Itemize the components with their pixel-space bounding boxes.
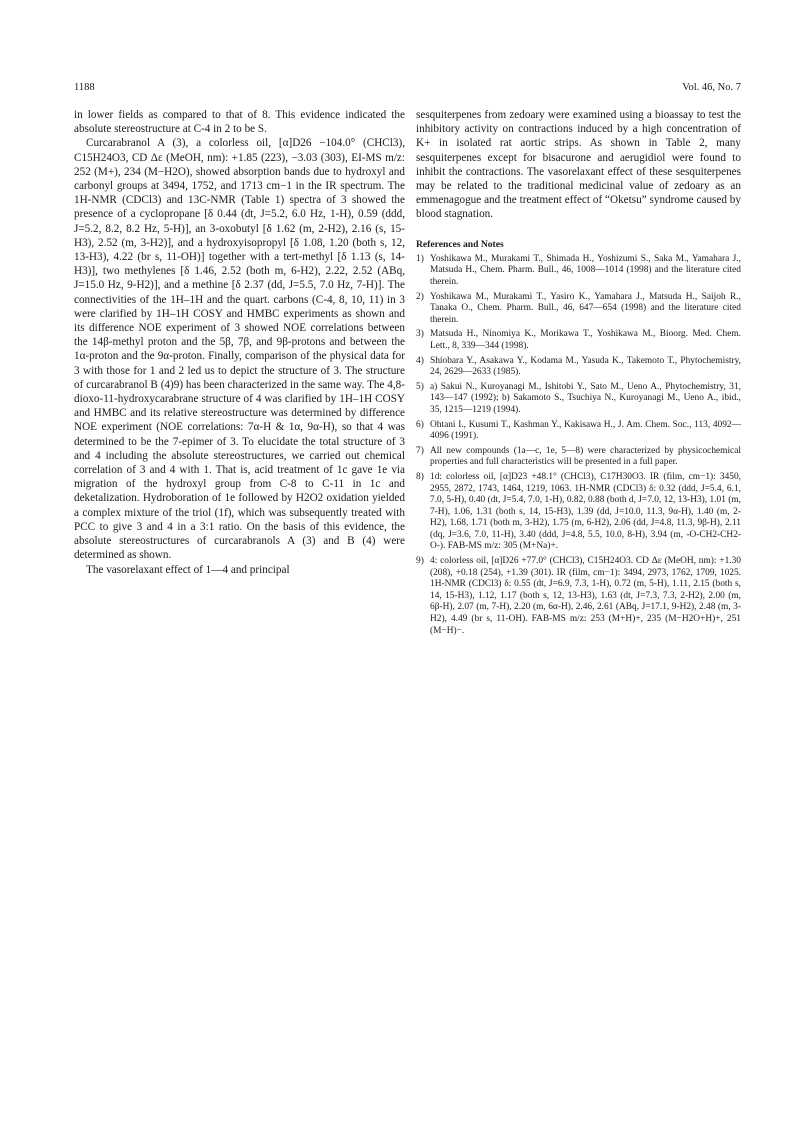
reference-number: 1) (416, 253, 424, 264)
references-heading: References and Notes (416, 238, 504, 250)
reference-text: Ohtani I., Kusumi T., Kashman Y., Kakisawa H., J. Am. Chem. Soc., 113, 4092—4096 (1991). (430, 419, 741, 442)
reference-item (416, 292, 741, 327)
reference-text: Yoshikawa M., Murakami T., Shimada H., Yoshizumi S., Saka M., Yamahara J., Matsuda H., Chem. Pharm. Bull., 46, 1008—1014 (1998) and the literature cited therein. (430, 253, 741, 288)
reference-text: a) Sakui N., Kuroyanagi M., Ishitobi Y., Sato M., Ueno A., Phytochemistry, 31, 143—147 (1992); b) Sakamoto S., Tsuchiya N., Kuroyanagi M., Ueno A., ibid., 35, 1215—1219 (1994). (430, 381, 741, 415)
left-column (74, 108, 405, 577)
reference-number: 4) (416, 355, 424, 366)
reference-number: 9) (416, 556, 424, 567)
references-list (416, 254, 741, 637)
reference-number: 7) (416, 445, 424, 456)
reference-item (416, 556, 741, 637)
reference-text: Shiobara Y., Asakawa Y., Kodama M., Yasuda K., Takemoto T., Phytochemistry, 24, 2629—2633 (1985). (430, 355, 741, 378)
page-number: 1188 (74, 82, 95, 93)
paragraph-vasorelaxant-start: The vasorelaxant effect of 1—4 and principal (86, 563, 290, 576)
reference-item (416, 329, 741, 352)
reference-text: 1d: colorless oil, [α]D23 +48.1° (CHCl3), C17H30O3. IR (film, cm−1): 3450, 2955, 2872, 1743, 1464, 1219, 1063. 1H-NMR (CDCl3) δ: 0.32 (ddd, J=5.4, 6.1, 7.0, 5-H), 0.40 (dt, J=5.4, 7.0, 1-H), 0.82, 0.88 (both d, J=7.0, 12, 13-H3), 1.01 (m, 7-H), 1.06, 1.31 (both s, 14, 15-H3), 1.39 (dd, J=10.0, 11.3, 9α-H), 1.40 (m, 2-H2), 1.68, 1.71 (both m, 3-H2), 1.75 (m, 6-H2), 2.06 (dd, J=4.8, 11.3, 9β-H), 2.11 (dq, J=3.6, 7.0, 11-H), 3.40 (ddd, J=4.8, 5.5, 10.0, 8-H), 3.94 (m, -O-CH2-CH2-O-). FAB-MS m/z: 305 (M+Na)+. (430, 471, 741, 552)
paragraph-vasorelaxant-cont: sesquiterpenes from zedoary were examined using a bioassay to test the inhibitory activity on contractions induced by a high concentration of K+ in isolated rat aortic strips. As shown in Table 2, many sesquiterpenes except for bisacurone and aerugidiol were found to inhibit the contractions. The vasorelaxant effect of these sesquiterpenes may be related to the traditional medicinal value of zedoary as an emmenagogue and the treatment effect of “Oketsu” syndrome caused by blood stagnation. (416, 109, 741, 221)
reference-text: All new compounds (1a—c, 1e, 5—8) were characterized by physicochemical properties and full characteristics will be presented in a full paper. (430, 445, 741, 468)
paragraph-curcarabranol: Curcarabranol A (3), a colorless oil, [α]D26 −104.0° (CHCl3), C15H24O3, CD Δε (MeOH, nm): +1.85 (223), −3.03 (303), EI-MS m/z: 252 (M+), 234 (M−H2O), showed absorption bands due to hydroxyl and carbonyl groups at 3494, 1752, and 1713 cm−1 in the IR spectrum. The 1H-NMR (CDCl3) and 13C-NMR (Table 1) spectra of 3 showed the presence of a cyclopropane [δ 0.44 (dt, J=5.2, 6.0 Hz, 1-H), 0.59 (ddd, J=5.2, 8.2, 8.2 Hz, 5-H)], an 3-oxobutyl [δ 1.62 (m, 2-H2), 2.16 (s, 15-H3), 2.52 (m, 3-H2)], and a hydroxyisopropyl [δ 1.08, 1.20 (both s, 12, 13-H3), 4.22 (br s, 11-OH)] together with a tert-methyl [δ 1.13 (s, 14-H3)], two methylenes [δ 1.46, 2.52 (both m, 6-H2), 2.22, 2.52 (ABq, J=15.0 Hz, 9-H2)], and a methine [δ 2.37 (dd, J=5.5, 7.0 Hz, 7-H)]. The connectivities of the 1H–1H and the quart. carbons (C-4, 8, 10, 11) in 3 were clarified by 1H–1H COSY and HMBC experiments as shown and its difference NOE experiment of 3 showed NOE correlations between the 14β-methyl proton and the 5β, 7β, and 9β-protons and between the 1α-proton and the 9α-proton. Finally, comparison of the physical data for 3 with those for 1 and 2 led us to depict the structure of 3. The structure of curcarabranol B (4)9) has been characterized in the same way. The 4,8-dioxo-11-hydroxycarabrane structure of 4 was clarified by 1H–1H COSY and HMBC and its relative stereostructure was determined by difference NOE experiment (NOE correlations: 7α-H & 1α, 9α-H), so that 4 was determined to be the 7-epimer of 3. To elucidate the total structure of 3 and 4 including the absolute stereostructures, we carried out chemical correlation of 3 and 4 with 1. That is, acid treatment of 1c gave 1e via migration of the hydroxyl group from C-8 to C-11 in 1c and deketalization. Hydroboration of 1e followed by H2O2 oxidation yielded a complex mixture of the triol (1f), which was subsequently treated with PCC to give 3 and 4 in a 3:1 ratio. On the basis of this evidence, the absolute stereostructures of curcarabranols A (3) and B (4) were determined as shown. (74, 137, 405, 562)
reference-text: Yoshikawa M., Murakami T., Yasiro K., Yamahara J., Matsuda H., Saijoh R., Tanaka O., Chem. Pharm. Bull., 46, 647—654 (1998) and the literature cited therein. (430, 291, 741, 325)
reference-number: 5) (416, 381, 424, 392)
journal-volume: Vol. 46, No. 7 (682, 82, 741, 93)
reference-item (416, 472, 741, 553)
right-column (416, 108, 741, 640)
reference-item (416, 356, 741, 379)
reference-number: 6) (416, 419, 424, 430)
reference-number: 3) (416, 329, 424, 340)
reference-text: 4: colorless oil, [α]D26 +77.0° (CHCl3), C15H24O3. CD Δε (MeOH, nm): +1.30 (208), +0.18 (254), +1.39 (301). IR (film, cm−1): 3494, 2973, 1762, 1709, 1025. 1H-NMR (CDCl3) δ: 0.55 (dt, J=6.9, 7.3, 1-H), 0.72 (m, 5-H), 1.11, 2.15 (both s, 14, 15-H3), 1.12, 1.17 (both s, 12, 13-H3), 1.63 (dt, J=7.3, 7.3, 2-H2), 2.00 (m, 6β-H), 2.07 (m, 7-H), 2.20 (m, 6α-H), 2.46, 2.61 (ABq, J=17.1, 9-H2), 2.48 (m, 3-H2), 4.49 (br s, 11-OH). FAB-MS m/z: 253 (M+H)+, 235 (M−H2O+H)+, 251 (M−H)−. (430, 556, 741, 636)
reference-text: Matsuda H., Ninomiya K., Morikawa T., Yoshikawa M., Bioorg. Med. Chem. Lett., 8, 339—344 (1998). (430, 329, 741, 351)
reference-item (416, 382, 741, 417)
reference-item (416, 420, 741, 443)
reference-item (416, 446, 741, 469)
reference-item (416, 254, 741, 289)
reference-number: 8) (416, 471, 424, 482)
paragraph-stereo-conclusion: in lower fields as compared to that of 8. This evidence indicated the absolute stereostructure at C-4 in 2 to be S. (74, 109, 405, 136)
reference-number: 2) (416, 291, 424, 302)
